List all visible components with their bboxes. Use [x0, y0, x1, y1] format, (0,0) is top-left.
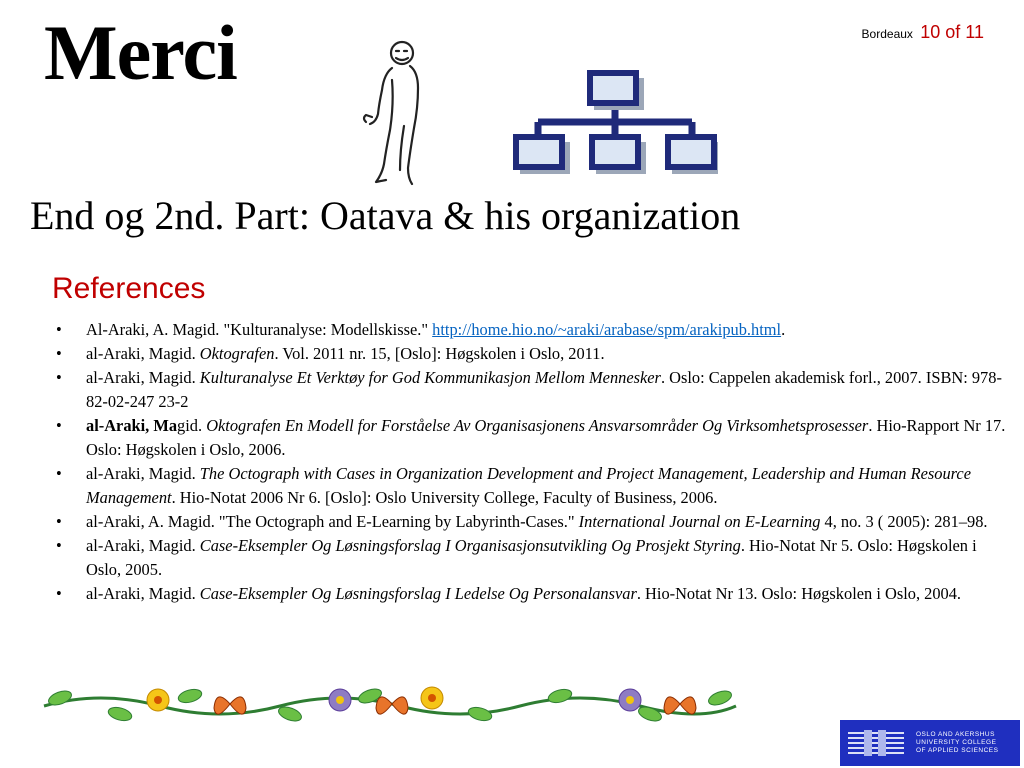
logo-line: OSLO AND AKERSHUS — [916, 731, 995, 738]
college-logo — [840, 720, 1020, 766]
reference-text: gid. — [177, 416, 207, 435]
reference-title: Kulturanalyse Et Verktøy for God Kommunikasjon Mellom Mennesker — [199, 368, 661, 387]
reference-text: . Hio-Notat 2006 Nr 6. [Oslo]: Oslo University College, Faculty of Business, 2006. — [171, 488, 718, 507]
reference-text: al-Araki, A. Magid. "The Octograph and E-Learning by Labyrinth-Cases." — [86, 512, 579, 531]
pager-label: Bordeaux — [861, 27, 913, 41]
flower-butterfly-border — [40, 680, 740, 730]
college-logo-text — [916, 731, 998, 755]
reference-text: Al-Araki, A. Magid. "Kulturanalyse: Modellskisse." — [86, 320, 433, 339]
reference-text: al-Araki, Ma — [86, 416, 178, 435]
reference-title: Oktografen En Modell for Forståelse Av Organisasjonens Ansvarsområder Og Virksomhetsprosesser — [206, 416, 869, 435]
slide-title: Merci — [44, 9, 237, 96]
reference-title: International Journal on E-Learning — [578, 512, 821, 531]
reference-title: Case-Eksempler Og Løsningsforslag I Organisasjonsutvikling Og Prosjekt Styring — [199, 536, 741, 555]
reference-item — [56, 366, 1008, 414]
reference-text: al-Araki, Magid. — [86, 584, 200, 603]
stick-figure-icon — [352, 36, 432, 188]
reference-title: Case-Eksempler Og Løsningsforslag I Ledelse Og Personalansvar — [199, 584, 637, 603]
reference-item — [56, 318, 1008, 342]
reference-text: . Hio-Rapport Nr 17. Oslo: Høgskolen i Oslo, 2006. — [86, 416, 1006, 459]
page-number: 10 of 11 — [920, 22, 984, 42]
college-logo-mark-icon — [846, 726, 906, 760]
reference-text: al-Araki, Magid. — [86, 464, 200, 483]
reference-text: . Hio-Notat Nr 5. Oslo: Høgskolen i Oslo, 2005. — [86, 536, 977, 579]
reference-text: . Hio-Notat Nr 13. Oslo: Høgskolen i Oslo, 2004. — [636, 584, 962, 603]
reference-item — [56, 462, 1008, 510]
reference-title: The Octograph with Cases in Organization Development and Project Management, Leadership and Human Resource Management — [86, 464, 971, 507]
reference-text: al-Araki, Magid. — [86, 368, 200, 387]
reference-text: 4, no. 3 ( 2005): 281–98. — [820, 512, 988, 531]
logo-line: OF APPLIED SCIENCES — [916, 747, 999, 754]
reference-item — [56, 342, 1008, 366]
slide-subtitle: End og 2nd. Part: Oatava & his organization — [30, 193, 741, 238]
org-chart-icon — [512, 70, 718, 178]
reference-item — [56, 534, 1008, 582]
reference-link[interactable]: http://home.hio.no/~araki/arabase/spm/arakipub.html — [432, 320, 782, 339]
reference-item — [56, 414, 1008, 462]
references-list — [56, 318, 1008, 606]
logo-line: UNIVERSITY COLLEGE — [916, 739, 997, 746]
references-heading: References — [52, 272, 206, 305]
reference-item — [56, 582, 1008, 606]
reference-text: . Vol. 2011 nr. 15, [Oslo]: Høgskolen i Oslo, 2011. — [274, 344, 605, 363]
reference-text: al-Araki, Magid. — [86, 344, 200, 363]
reference-title: Oktografen — [199, 344, 275, 363]
reference-text: . Oslo: Cappelen akademisk forl., 2007. ISBN: 978-82-02-247 23-2 — [86, 368, 1002, 411]
slide-pager — [862, 22, 984, 43]
reference-text: al-Araki, Magid. — [86, 536, 200, 555]
reference-text: . — [781, 320, 786, 339]
reference-item — [56, 510, 1008, 534]
